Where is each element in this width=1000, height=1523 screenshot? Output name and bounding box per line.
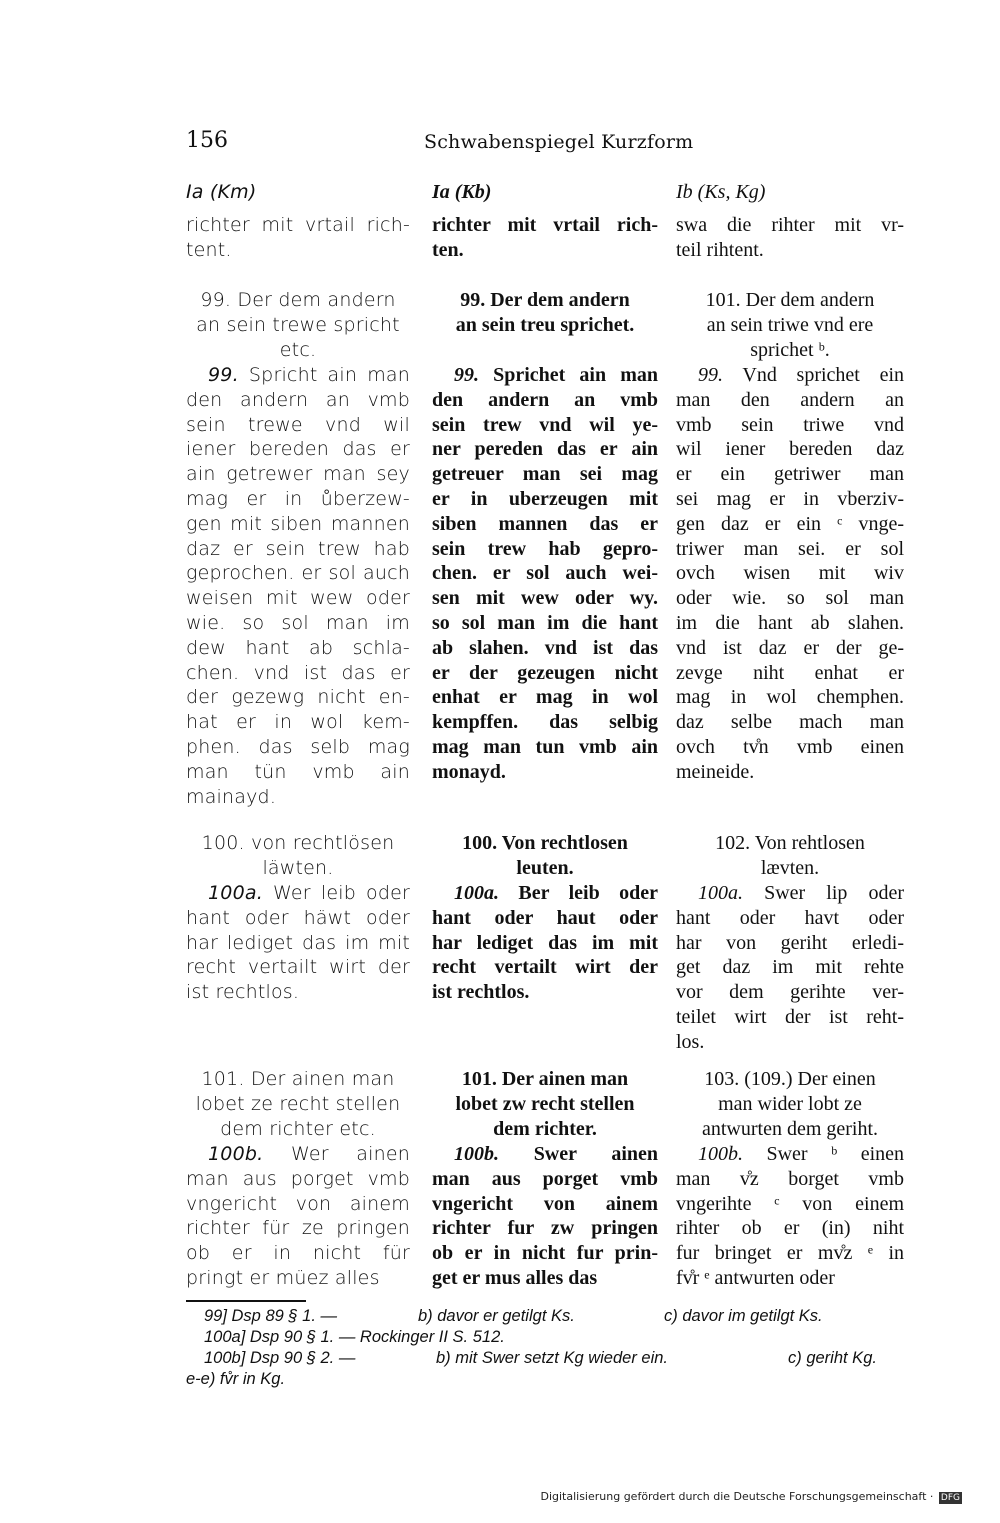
- body99-line: man den andern an: [676, 388, 904, 411]
- body100-line: get daz im mit rehte: [676, 956, 904, 979]
- body99-line: phen. das selb mag: [186, 735, 410, 758]
- body99-line: ain getrewer man sey: [186, 463, 410, 486]
- line-text: Swer ᵇ einen: [766, 1143, 905, 1165]
- body99-line: chen. vnd ist das er: [186, 661, 410, 684]
- body99-line: sein trew hab gepro-: [432, 537, 658, 560]
- body100-line: ist rechtlos.: [432, 981, 530, 1004]
- column-header: Ia (Km): [186, 181, 257, 203]
- body99-line: kempffen. das selbig: [432, 711, 658, 734]
- body100-line: hant oder havt oder: [676, 906, 904, 929]
- body99-line: ner pereden das er ain: [432, 438, 658, 461]
- body101-line: man aus porget vmb: [432, 1167, 658, 1190]
- line-text: Vnd sprichet ein: [742, 364, 905, 386]
- line-text: Spricht ain man: [248, 364, 410, 386]
- body99-line: triwer man sei. er sol: [676, 537, 904, 560]
- footnote-line-4: [186, 1369, 906, 1390]
- body99-line: geprochen. er sol auch: [186, 562, 410, 585]
- section-title-101: [676, 1067, 904, 1141]
- title99-line: 99. Der dem andern: [200, 289, 396, 311]
- running-head: Schwabenspiegel Kurzform: [424, 131, 694, 153]
- title101-line: 101. Der ainen man: [201, 1068, 395, 1090]
- body100-line: vor dem gerihte ver-: [676, 981, 904, 1004]
- body99-line: getreuer man sei mag: [432, 463, 658, 486]
- section-body-100: [186, 881, 410, 1005]
- footnote-99-b: b) davor er getilgt Ks.: [418, 1307, 575, 1325]
- section-number: 99.: [698, 364, 723, 386]
- body100-line: [186, 881, 410, 906]
- body99-line: den andern an vmb: [432, 388, 658, 411]
- body101-line: get er mus alles das: [432, 1266, 598, 1289]
- line-text: Wer ainen: [290, 1143, 410, 1165]
- section-title-100: [676, 831, 904, 881]
- title100-line: 100. von rechtlösen: [201, 832, 395, 854]
- body101-line: fv̊r ᵉ antwurten oder: [676, 1266, 835, 1289]
- line-text: Swer lip oder: [764, 882, 904, 904]
- body99-line: der gezewg nicht en-: [186, 686, 410, 709]
- body99-line: mag in wol chemphen.: [676, 686, 904, 709]
- section-title-101: [186, 1067, 410, 1141]
- title100-line: läwten.: [262, 856, 334, 879]
- body99-line: ovch wisen mit wiv: [676, 562, 904, 585]
- body99-line: zevge niht enhat er: [676, 661, 904, 684]
- section-body-100: [676, 881, 904, 1055]
- body99-line: vmb sein triwe vnd: [676, 413, 904, 436]
- body101-line: man v̊z borget vmb: [676, 1167, 904, 1190]
- intro-text: [432, 213, 658, 263]
- body100-line: teilet wirt der ist reht-: [676, 1005, 904, 1028]
- section-body-99: [676, 363, 904, 785]
- intro-line: ten.: [432, 238, 464, 261]
- body99-line: [676, 363, 904, 388]
- body99-line: sen mit wew oder wy.: [432, 587, 658, 610]
- digitization-text: Digitalisierung gefördert durch die Deutsche Forschungsgemeinschaft: [540, 1490, 927, 1503]
- body99-line: daz er sein trew hab: [186, 537, 410, 560]
- title99-line: an sein trewe spricht: [196, 313, 400, 336]
- title99-line: 101. Der dem andern: [705, 289, 875, 311]
- footnote-line-3: [186, 1348, 906, 1369]
- section-number: 99.: [454, 364, 479, 386]
- title100-line: 102. Von rehtlosen: [715, 832, 865, 854]
- section-body-101: [676, 1142, 904, 1291]
- body101-line: fur bringet er mv̊z ᵉ in: [676, 1242, 904, 1265]
- intro-text: [676, 213, 904, 263]
- body100-line: recht vertailt wirt der: [186, 956, 410, 979]
- body101-line: pringt er müez alles: [186, 1266, 380, 1289]
- body99-line: siben mannen das er: [432, 512, 658, 535]
- title101-line: lobet ze recht stellen: [195, 1092, 401, 1115]
- section-body-101: [186, 1142, 410, 1291]
- title101-line: dem richter.: [493, 1117, 597, 1140]
- footnote-99-c: c) davor im getilgt Ks.: [664, 1307, 823, 1325]
- title99-line: 99. Der dem andern: [460, 289, 630, 311]
- body99-line: meineide.: [676, 760, 755, 783]
- body101-line: man aus porget vmb: [186, 1167, 410, 1190]
- body100-line: [432, 881, 658, 906]
- body99-line: hat er in wol kem-: [186, 711, 410, 734]
- body99-line: mainayd.: [186, 785, 277, 808]
- title99-line: sprichet ᵇ.: [750, 338, 830, 361]
- section-title-101: [432, 1067, 658, 1141]
- body101-line: [186, 1142, 410, 1167]
- body100-line: ist rechtlos.: [186, 981, 300, 1004]
- body99-line: ab slahen. vnd ist das: [432, 636, 658, 659]
- line-text: Ber leib oder: [518, 882, 658, 904]
- section-body-101: [432, 1142, 658, 1291]
- digitization-note: Digitalisierung gefördert durch die Deutsche Forschungsgemeinschaft · DFG: [540, 1490, 960, 1503]
- title101-line: man wider lobt ze: [718, 1092, 862, 1115]
- footnote-rule: [186, 1300, 306, 1302]
- body101-line: ob er in nicht für: [186, 1242, 410, 1265]
- body100-line: har lediget das im mit: [432, 931, 658, 954]
- body99-line: wil iener bereden daz: [676, 438, 904, 461]
- line-text: Sprichet ain man: [493, 364, 658, 386]
- body100-line: har von geriht erledi-: [676, 931, 904, 954]
- section-title-99: [676, 288, 904, 362]
- body99-line: er der gezeugen nicht: [432, 661, 658, 684]
- section-title-99: [432, 288, 658, 338]
- footnote-99: 99] Dsp 89 § 1. —: [204, 1307, 337, 1325]
- line-text: Wer leib oder: [273, 882, 410, 904]
- footnote-line-1: [186, 1306, 906, 1327]
- title100-line: 100. Von rechtlosen: [462, 832, 628, 854]
- section-title-100: [432, 831, 658, 881]
- footnote-100b: 100b] Dsp 90 § 2. —: [204, 1349, 356, 1367]
- body99-line: sein trew vnd wil ye-: [432, 413, 658, 436]
- body99-line: vnd ist daz er der ge-: [676, 636, 904, 659]
- body101-line: ob er in nicht fur prin-: [432, 1242, 658, 1265]
- footnote-100b-c: c) geriht Kg.: [788, 1349, 877, 1367]
- body101-line: rihter ob er (in) niht: [676, 1217, 904, 1240]
- title99-line: an sein triwe vnd ere: [706, 313, 874, 336]
- body101-line: vngericht von ainem: [186, 1192, 410, 1215]
- title101-line: 103. (109.) Der einen: [704, 1068, 876, 1090]
- intro-line: swa die rihter mit vr-: [676, 214, 904, 236]
- section-number: 100b.: [208, 1143, 264, 1165]
- footnote-100a: 100a] Dsp 90 § 1. — Rockinger II S. 512.: [204, 1328, 505, 1346]
- body99-line: wie. so sol man im: [186, 611, 410, 634]
- title101-line: dem richter etc.: [220, 1117, 376, 1140]
- body99-line: gen daz er ein ᶜ vnge-: [676, 512, 904, 535]
- body100-line: los.: [676, 1030, 705, 1053]
- body100-line: [676, 881, 904, 906]
- page-number: 156: [186, 128, 228, 153]
- section-number: 99.: [208, 364, 239, 386]
- body100-line: har lediget das im mit: [186, 931, 410, 954]
- intro-line: richter mit vrtail rich-: [432, 214, 658, 236]
- body100-line: hant oder haut oder: [432, 906, 658, 929]
- intro-line: richter mit vrtail rich-: [186, 214, 410, 236]
- section-number: 100b.: [698, 1143, 743, 1165]
- body99-line: iener bereden das er: [186, 438, 410, 461]
- title101-line: 101. Der ainen man: [461, 1068, 629, 1090]
- section-number: 100a.: [454, 882, 499, 904]
- section-title-100: [186, 831, 410, 881]
- column-header: Ia (Kb): [432, 181, 492, 203]
- section-body-99: [432, 363, 658, 785]
- section-number: 100a.: [698, 882, 743, 904]
- body99-line: oder wie. so sol man: [676, 587, 904, 610]
- column-header: Ib (Ks, Kg): [676, 181, 766, 203]
- body99-line: den andern an vmb: [186, 388, 410, 411]
- body99-line: gen mit siben mannen: [186, 512, 410, 535]
- title100-line: leuten.: [516, 856, 574, 879]
- body101-line: richter fur zw pringen: [432, 1217, 658, 1240]
- section-body-99: [186, 363, 410, 809]
- body99-line: er ein getriwer man: [676, 463, 904, 486]
- dfg-logo: DFG: [940, 1493, 960, 1503]
- footnote-e-e: e-e) fv̊r in Kg.: [186, 1370, 286, 1388]
- body99-line: mag er in ůberzew-: [186, 487, 410, 510]
- body99-line: so sol man im die hant: [432, 611, 658, 634]
- footnotes: [186, 1306, 906, 1390]
- intro-text: [186, 213, 410, 263]
- intro-line: tent.: [186, 238, 232, 261]
- body100-line: hant oder häwt oder: [186, 906, 410, 929]
- body99-line: im die hant ab slahen.: [676, 611, 904, 634]
- line-text: Swer ainen: [533, 1143, 659, 1165]
- body99-line: er in uberzeugen mit: [432, 487, 658, 510]
- title101-line: lobet zw recht stellen: [455, 1092, 635, 1115]
- section-body-100: [432, 881, 658, 1005]
- footnote-line-2: [186, 1327, 906, 1348]
- body99-line: [186, 363, 410, 388]
- body99-line: monayd.: [432, 760, 506, 783]
- body101-line: [676, 1142, 904, 1167]
- title101-line: antwurten dem geriht.: [701, 1117, 879, 1140]
- body99-line: sein trewe vnd wil: [186, 413, 410, 436]
- body99-line: mag man tun vmb ain: [432, 735, 658, 758]
- body101-line: vngericht von ainem: [432, 1192, 658, 1215]
- body99-line: sei mag er in vberziv-: [676, 487, 904, 510]
- body101-line: richter für ze pringen: [186, 1217, 410, 1240]
- section-number: 100a.: [208, 882, 263, 904]
- body99-line: [432, 363, 658, 388]
- section-title-99: [186, 288, 410, 362]
- title99-line: an sein treu sprichet.: [455, 313, 635, 336]
- body99-line: enhat er mag in wol: [432, 686, 658, 709]
- body99-line: ovch tv̊n vmb einen: [676, 735, 904, 758]
- section-number: 100b.: [454, 1143, 499, 1165]
- body100-line: recht vertailt wirt der: [432, 956, 658, 979]
- title100-line: lævten.: [760, 856, 820, 879]
- body101-line: vngerihte ᶜ von einem: [676, 1192, 904, 1215]
- body101-line: [432, 1142, 658, 1167]
- body99-line: man tün vmb ain: [186, 760, 410, 783]
- body99-line: chen. er sol auch wei-: [432, 562, 658, 585]
- body99-line: weisen mit wew oder: [186, 587, 410, 610]
- footnote-100b-b: b) mit Swer setzt Kg wieder ein.: [436, 1349, 668, 1367]
- body99-line: daz selbe mach man: [676, 711, 904, 734]
- intro-line: teil rihtent.: [676, 238, 764, 261]
- title99-line: etc.: [279, 338, 317, 361]
- body99-line: dew hant ab schla-: [186, 636, 410, 659]
